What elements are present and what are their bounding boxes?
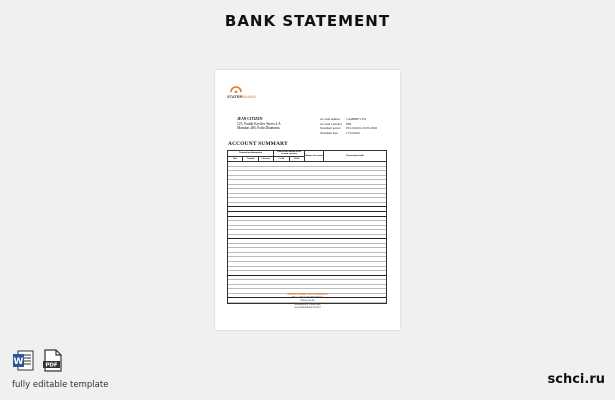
meta-row: Account Currency INR <box>320 121 352 126</box>
word-doc-icon <box>12 349 35 372</box>
statement-document <box>215 70 400 330</box>
table-header: Transaction information Date Amount Currency Transaction amount in the account currency Credit Debit Balance of account Transaction details <box>227 150 387 162</box>
account-meta <box>320 117 377 135</box>
bank-logo <box>227 83 267 103</box>
client-address-line2: Mumbai 400, Pathi Dhanuma <box>237 126 280 131</box>
pdf-icon <box>41 349 64 372</box>
bank-logo-icon <box>229 83 243 93</box>
account-summary-heading: ACCOUNT SUMMARY <box>228 141 289 147</box>
statement-footer: STATER BANKA AB KUMANOVO Place of Bank 00 0000 000 01 Online service Headquarters: Ringbroson www.staterbanka.com/ind <box>287 293 328 310</box>
client-name: JEAN CITIZEN <box>237 117 263 121</box>
format-icons <box>12 349 64 372</box>
client-address <box>237 117 281 131</box>
page-title: BANK STATEMENT <box>224 12 391 30</box>
meta-row: Statement period 03/12/2019 to 02/01/2020 <box>320 126 378 131</box>
site-watermark: schci.ru <box>547 372 605 387</box>
template-caption: fully editable template <box>12 380 109 390</box>
transactions-table <box>227 150 387 304</box>
svg-text:W: W <box>13 357 24 367</box>
meta-row: Account number 1144868871 355 <box>320 117 367 121</box>
meta-row: Statement date 17/01/2020 <box>320 130 360 135</box>
bank-logo-text: STATERBANKA <box>227 94 256 99</box>
svg-text:PDF: PDF <box>45 362 58 369</box>
table-body <box>227 162 387 304</box>
client-address-line1: 125, Pandit Kesilov Street 4 A <box>237 121 281 126</box>
